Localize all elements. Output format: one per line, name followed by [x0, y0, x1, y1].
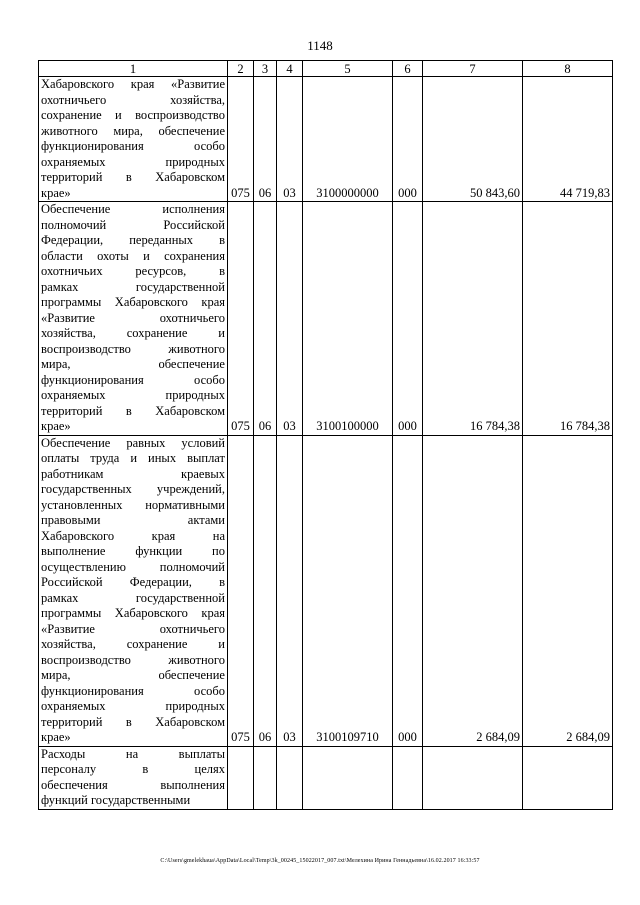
description-line: рамках государственной: [41, 279, 225, 294]
description-line: полномочий Российской: [41, 217, 225, 232]
expense-type-cell: 000: [393, 435, 423, 746]
description-line: охотничьих ресурсов, в: [41, 264, 225, 278]
budget-table: [38, 60, 613, 810]
section-code-cell: 06: [254, 202, 277, 436]
table-header-row: [39, 61, 613, 77]
description-line: территорий в Хабаровском: [41, 403, 225, 418]
description-line: оплаты труда и иных выплат: [41, 451, 225, 465]
description-line: обеспечения выполнения: [41, 777, 225, 792]
description-line: охраняемых природных: [41, 388, 225, 402]
expense-type-cell: 000: [393, 77, 423, 202]
subsection-code-cell: [277, 746, 303, 809]
description-line: «Развитие охотничьего: [41, 621, 225, 636]
amount-cell: 2 684,09: [423, 435, 523, 746]
description-line: государственных учреждений,: [41, 482, 225, 496]
description-line: охраняемых природных: [41, 699, 225, 713]
description-line: воспроизводство животного: [41, 652, 225, 667]
description-line: программы Хабаровского края: [41, 606, 225, 620]
row-description: [39, 435, 228, 746]
description-line: сохранение и воспроизводство: [41, 108, 225, 122]
description-line: животного мира, обеспечение: [41, 123, 225, 138]
subsection-code-cell: 03: [277, 77, 303, 202]
subsection-code-cell: 03: [277, 435, 303, 746]
section-code-cell: 06: [254, 77, 277, 202]
description-line: воспроизводство животного: [41, 341, 225, 356]
column-header: 6: [393, 61, 423, 77]
description-line: Обеспечение равных условий: [41, 435, 225, 450]
table-row: [39, 435, 613, 746]
description-line: функционирования особо: [41, 683, 225, 698]
description-line: Обеспечение исполнения: [41, 202, 225, 216]
description-line: хозяйства, сохранение и: [41, 637, 225, 651]
admin-code-cell: 075: [228, 435, 254, 746]
description-line: области охоты и сохранения: [41, 248, 225, 263]
amount-cell: 16 784,38: [423, 202, 523, 436]
row-description: [39, 77, 228, 202]
file-path-footer: C:\Users\gmelekhaua\AppData\Local\Temp\3k_00245_15022017_007.txt\Мелехина Ирина Геннадьевна\16.02.2017 16:33:57: [160, 858, 480, 864]
amount-cell: [423, 746, 523, 809]
amount-cell: 50 843,60: [423, 77, 523, 202]
table-row: [39, 77, 613, 202]
description-line: установленных нормативными: [41, 497, 225, 512]
row-description: [39, 202, 228, 436]
description-line: мира, обеспечение: [41, 668, 225, 682]
target-article-cell: 3100109710: [303, 435, 393, 746]
row-description: [39, 746, 228, 809]
admin-code-cell: [228, 746, 254, 809]
description-line: «Развитие охотничьего: [41, 310, 225, 325]
description-line: правовыми актами: [41, 513, 225, 527]
description-line: Федерации, переданных в: [41, 233, 225, 247]
description-line: охотничьего хозяйства,: [41, 92, 225, 107]
admin-code-cell: 075: [228, 77, 254, 202]
column-header: 4: [277, 61, 303, 77]
amount-cell: 2 684,09: [523, 435, 613, 746]
description-line: персоналу в целях: [41, 762, 225, 776]
column-header: 1: [39, 61, 228, 77]
column-header: 8: [523, 61, 613, 77]
description-line: охраняемых природных: [41, 154, 225, 169]
description-line: рамках государственной: [41, 590, 225, 605]
amount-cell: [523, 746, 613, 809]
description-line: Хабаровского края «Развитие: [41, 77, 225, 91]
description-line: Российской Федерации, в: [41, 575, 225, 589]
page-number: 1148: [307, 38, 333, 53]
table-row: [39, 746, 613, 809]
admin-code-cell: 075: [228, 202, 254, 436]
target-article-cell: 3100000000: [303, 77, 393, 202]
column-header: 3: [254, 61, 277, 77]
description-line: Расходы на выплаты: [41, 746, 225, 761]
column-header: 5: [303, 61, 393, 77]
expense-type-cell: [393, 746, 423, 809]
table-row: [39, 202, 613, 436]
description-line: функционирования особо: [41, 139, 225, 153]
description-line: крае»: [41, 730, 71, 744]
section-code-cell: 06: [254, 435, 277, 746]
description-line: функционирования особо: [41, 372, 225, 387]
subsection-code-cell: 03: [277, 202, 303, 436]
description-line: крае»: [41, 419, 71, 433]
description-line: крае»: [41, 185, 71, 200]
target-article-cell: 3100100000: [303, 202, 393, 436]
column-header: 7: [423, 61, 523, 77]
description-line: работникам краевых: [41, 466, 225, 481]
column-header: 2: [228, 61, 254, 77]
description-line: осуществлению полномочий: [41, 559, 225, 574]
section-code-cell: [254, 746, 277, 809]
description-line: территорий в Хабаровском: [41, 170, 225, 184]
description-line: территорий в Хабаровском: [41, 714, 225, 729]
target-article-cell: [303, 746, 393, 809]
description-line: Хабаровского края на: [41, 528, 225, 543]
description-line: функций государственными: [41, 793, 191, 807]
description-line: выполнение функции по: [41, 544, 225, 558]
description-line: хозяйства, сохранение и: [41, 326, 225, 340]
description-line: программы Хабаровского края: [41, 295, 225, 309]
description-line: мира, обеспечение: [41, 357, 225, 371]
expense-type-cell: 000: [393, 202, 423, 436]
amount-cell: 16 784,38: [523, 202, 613, 436]
amount-cell: 44 719,83: [523, 77, 613, 202]
